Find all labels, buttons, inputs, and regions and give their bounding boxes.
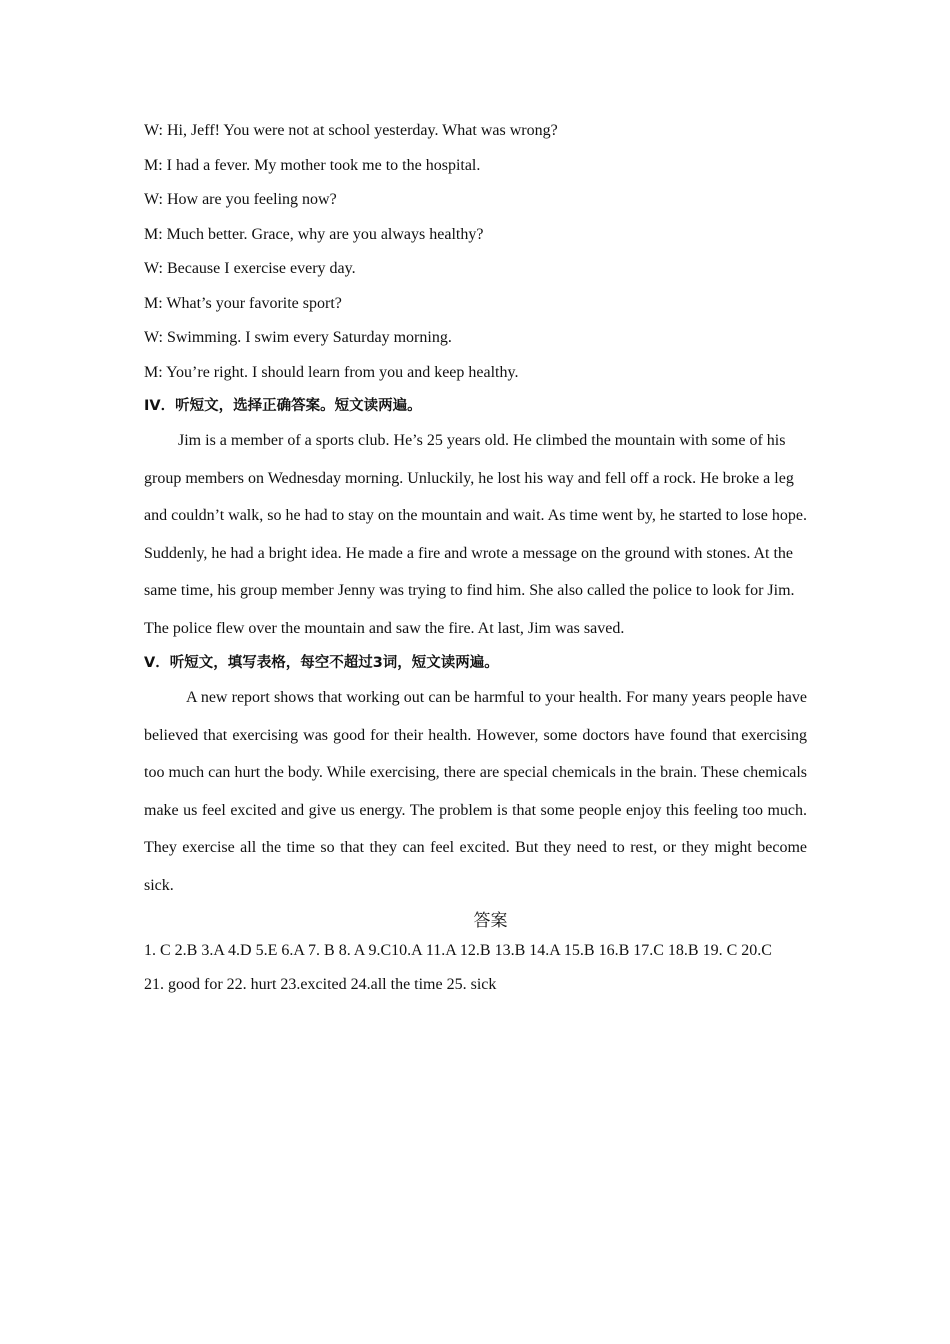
- dialogue-line: M: I had a fever. My mother took me to the hospital.: [144, 156, 481, 174]
- dialogue-line: W: How are you feeling now?: [144, 191, 337, 208]
- dialogue-line: M: Much better. Grace, why are you always healthy?: [144, 225, 484, 243]
- section-4-heading: IV．听短文，选择正确答案。短文读两遍。: [144, 398, 422, 414]
- dialogue-line: M: What’s your favorite sport?: [144, 294, 342, 312]
- dialogue: [144, 114, 807, 390]
- section-5-heading: V．听短文，填写表格，每空不超过3词，短文读两遍。: [144, 655, 499, 671]
- dialogue-line: W: Swimming. I swim every Saturday morning.: [144, 329, 452, 346]
- dialogue-line: W: Hi, Jeff! You were not at school yesterday. What was wrong?: [144, 122, 558, 139]
- dialogue-line: W: Because I exercise every day.: [144, 260, 356, 277]
- answers-line-2: 21. good for 22. hurt 23.excited 24.all the time 25. sick: [144, 976, 497, 993]
- section-4-passage: Jim is a member of a sports club. He’s 25 years old. He climbed the mountain with some of his group members on Wednesday morning. Unluckily, he lost his way and fell off a rock. He broke a leg and couldn’t walk, so he had to stay on the mountain and wait. As time went by, he started to lose hope. Suddenly, he had a bright idea. He made a fire and wrote a message on the ground with stones. At the same time, his group member Jenny was trying to find him. She also called the police to look for Jim. The police flew over the mountain and saw the fire. At last, Jim was saved.: [144, 432, 807, 637]
- document-content: [144, 114, 807, 1002]
- dialogue-line: M: You’re right. I should learn from you and keep healthy.: [144, 363, 519, 381]
- section-5-passage: A new report shows that working out can be harmful to your health. For many years people have believed that exercising was good for their health. However, some doctors have found that exercising too much can hurt the body. While exercising, there are special chemicals in the brain. These chemicals make us feel excited and give us energy. The problem is that some people enjoy this feeling too much. They exercise all the time so that they can feel excited. But they need to rest, or they might become sick.: [144, 689, 807, 894]
- answers-line-1: 1. C 2.B 3.A 4.D 5.E 6.A 7. B 8. A 9.C10.A 11.A 12.B 13.B 14.A 15.B 16.B 17.C 18.B 19. C 20.C: [144, 942, 772, 959]
- answers-title: 答案: [473, 911, 508, 931]
